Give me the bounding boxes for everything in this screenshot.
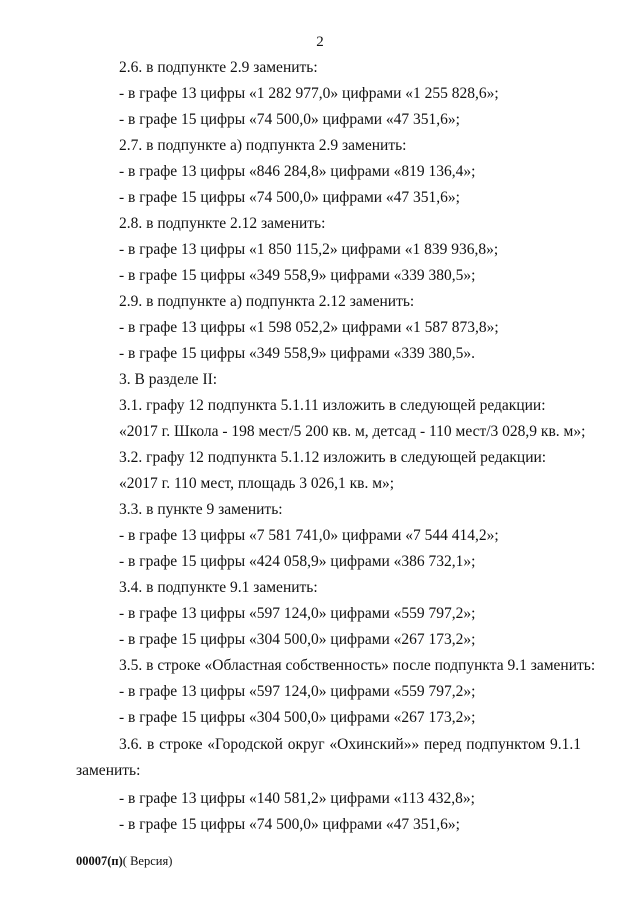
list-item: - в графе 13 цифры «1 850 115,2» цифрами «1 839 936,8»; [119,241,499,258]
paragraph-2-7: 2.7. в подпункте а) подпункта 2.9 заменить: [119,137,407,154]
paragraph-3-6: 3.6. в строке «Городской округ «Охинский»» перед подпунктом 9.1.1 [119,736,581,753]
list-item: - в графе 15 цифры «74 500,0» цифрами «47 351,6»; [119,111,460,128]
paragraph-3-4: 3.4. в подпункте 9.1 заменить: [119,579,318,596]
paragraph-2-8: 2.8. в подпункте 2.12 заменить: [119,215,326,232]
list-item: - в графе 15 цифры «74 500,0» цифрами «47 351,6»; [119,189,460,206]
quoted-text: «2017 г. Школа - 198 мест/5 200 кв. м, детсад - 110 мест/3 028,9 кв. м»; [119,423,586,440]
list-item: - в графе 13 цифры «140 581,2» цифрами «113 432,8»; [119,790,475,807]
footer-version: ( Версия) [122,854,173,868]
list-item: - в графе 13 цифры «597 124,0» цифрами «559 797,2»; [119,683,476,700]
list-item: - в графе 13 цифры «846 284,8» цифрами «819 136,4»; [119,163,476,180]
paragraph-2-9: 2.9. в подпункте а) подпункта 2.12 заменить: [119,293,415,310]
footer-document-code: 00007(п) [76,854,123,868]
list-item: - в графе 15 цифры «424 058,9» цифрами «386 732,1»; [119,553,476,570]
list-item: - в графе 13 цифры «7 581 741,0» цифрами «7 544 414,2»; [119,527,499,544]
paragraph-3-6-continuation: заменить: [76,762,141,779]
page-number: 2 [316,34,324,50]
list-item: - в графе 15 цифры «304 500,0» цифрами «267 173,2»; [119,709,476,726]
list-item: - в графе 15 цифры «74 500,0» цифрами «47 351,6»; [119,816,460,833]
list-item: - в графе 15 цифры «304 500,0» цифрами «267 173,2»; [119,631,476,648]
paragraph-2-6: 2.6. в подпункте 2.9 заменить: [119,59,318,76]
list-item: - в графе 15 цифры «349 558,9» цифрами «339 380,5». [119,345,476,362]
paragraph-3-1: 3.1. графу 12 подпункта 5.1.11 изложить в следующей редакции: [119,397,546,414]
document-footer [76,854,172,869]
list-item: - в графе 13 цифры «1 282 977,0» цифрами «1 255 828,6»; [119,85,499,102]
section-3-heading: 3. В разделе II: [119,371,218,388]
list-item: - в графе 13 цифры «597 124,0» цифрами «559 797,2»; [119,605,476,622]
list-item: - в графе 15 цифры «349 558,9» цифрами «339 380,5»; [119,267,476,284]
paragraph-3-3: 3.3. в пункте 9 заменить: [119,501,283,518]
list-item: - в графе 13 цифры «1 598 052,2» цифрами «1 587 873,8»; [119,319,499,336]
quoted-text: «2017 г. 110 мест, площадь 3 026,1 кв. м»; [119,475,395,492]
paragraph-3-5: 3.5. в строке «Областная собственность» после подпункта 9.1 заменить: [119,657,596,674]
paragraph-3-2: 3.2. графу 12 подпункта 5.1.12 изложить в следующей редакции: [119,449,547,466]
